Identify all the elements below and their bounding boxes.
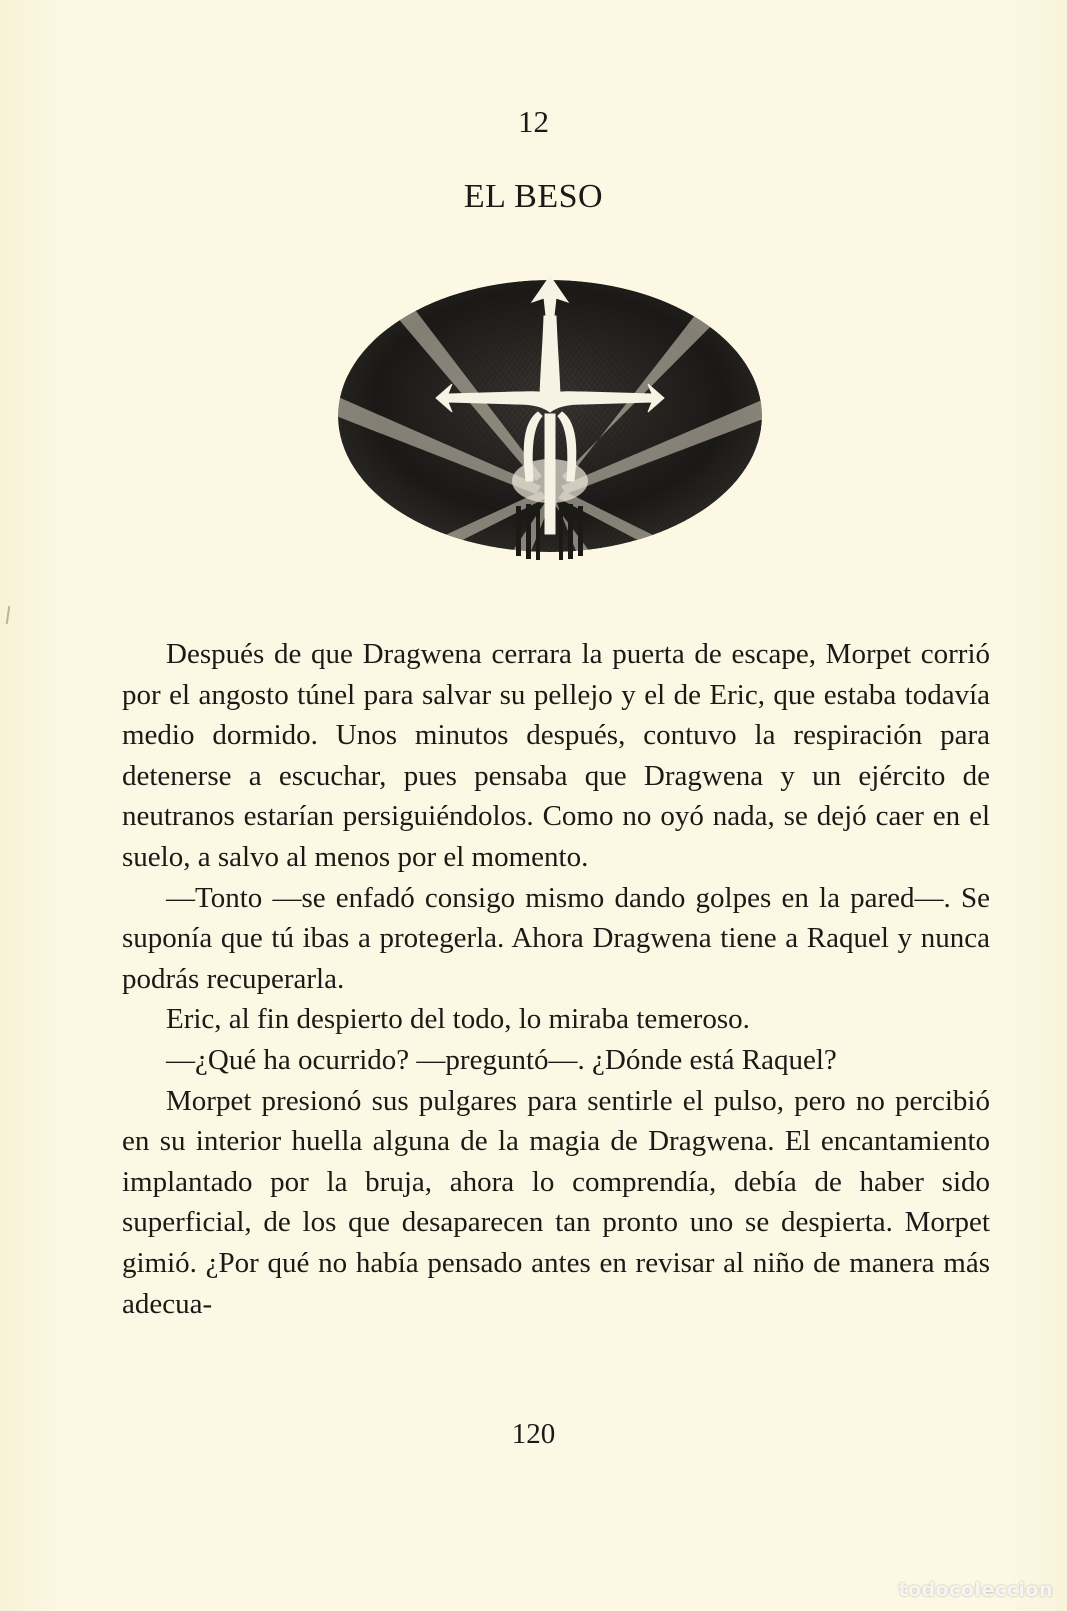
body-text [122, 634, 990, 1324]
paragraph: Morpet presionó sus pulgares para sentirle el pulso, pero no percibió en su interior huella alguna de la magia de Dragwena. El encantamiento implantado por la bruja, ahora lo comprendía, debía de haber sido superficial, de los que desaparecen tan pronto uno se despierta. Morpet gimió. ¿Por qué no había pensado antes en revisar al niño de manera más adecua- [122, 1084, 990, 1320]
paragraph: —¿Qué ha ocurrido? —preguntó—. ¿Dónde está Raquel? [166, 1043, 837, 1076]
page-number: 120 [511, 1418, 556, 1450]
chapter-title: EL BESO [463, 178, 604, 215]
watermark: todocoleccion [898, 1579, 1053, 1601]
paragraph: Eric, al fin despierto del todo, lo miraba temeroso. [166, 1003, 750, 1036]
cross-sword-emblem-icon [336, 276, 776, 576]
chapter-number: 12 [518, 104, 549, 139]
paragraph: —Tonto —se enfadó consigo mismo dando golpes en la pared—. Se suponía que tú ibas a protegerla. Ahora Dragwena tiene a Raquel y nunca podrás recuperarla. [122, 881, 990, 995]
margin-mark [6, 606, 10, 624]
paragraph: Después de que Dragwena cerrara la puerta de escape, Morpet corrió por el angosto túnel para salvar su pellejo y el de Eric, que estaba todavía medio dormido. Unos minutos después, contuvo la respiración para detenerse a escuchar, pues pensaba que Dragwena y un ejército de neutranos estarían persiguiéndolos. Como no oyó nada, se dejó caer en el suelo, a salvo al menos por el momento. [122, 638, 990, 873]
